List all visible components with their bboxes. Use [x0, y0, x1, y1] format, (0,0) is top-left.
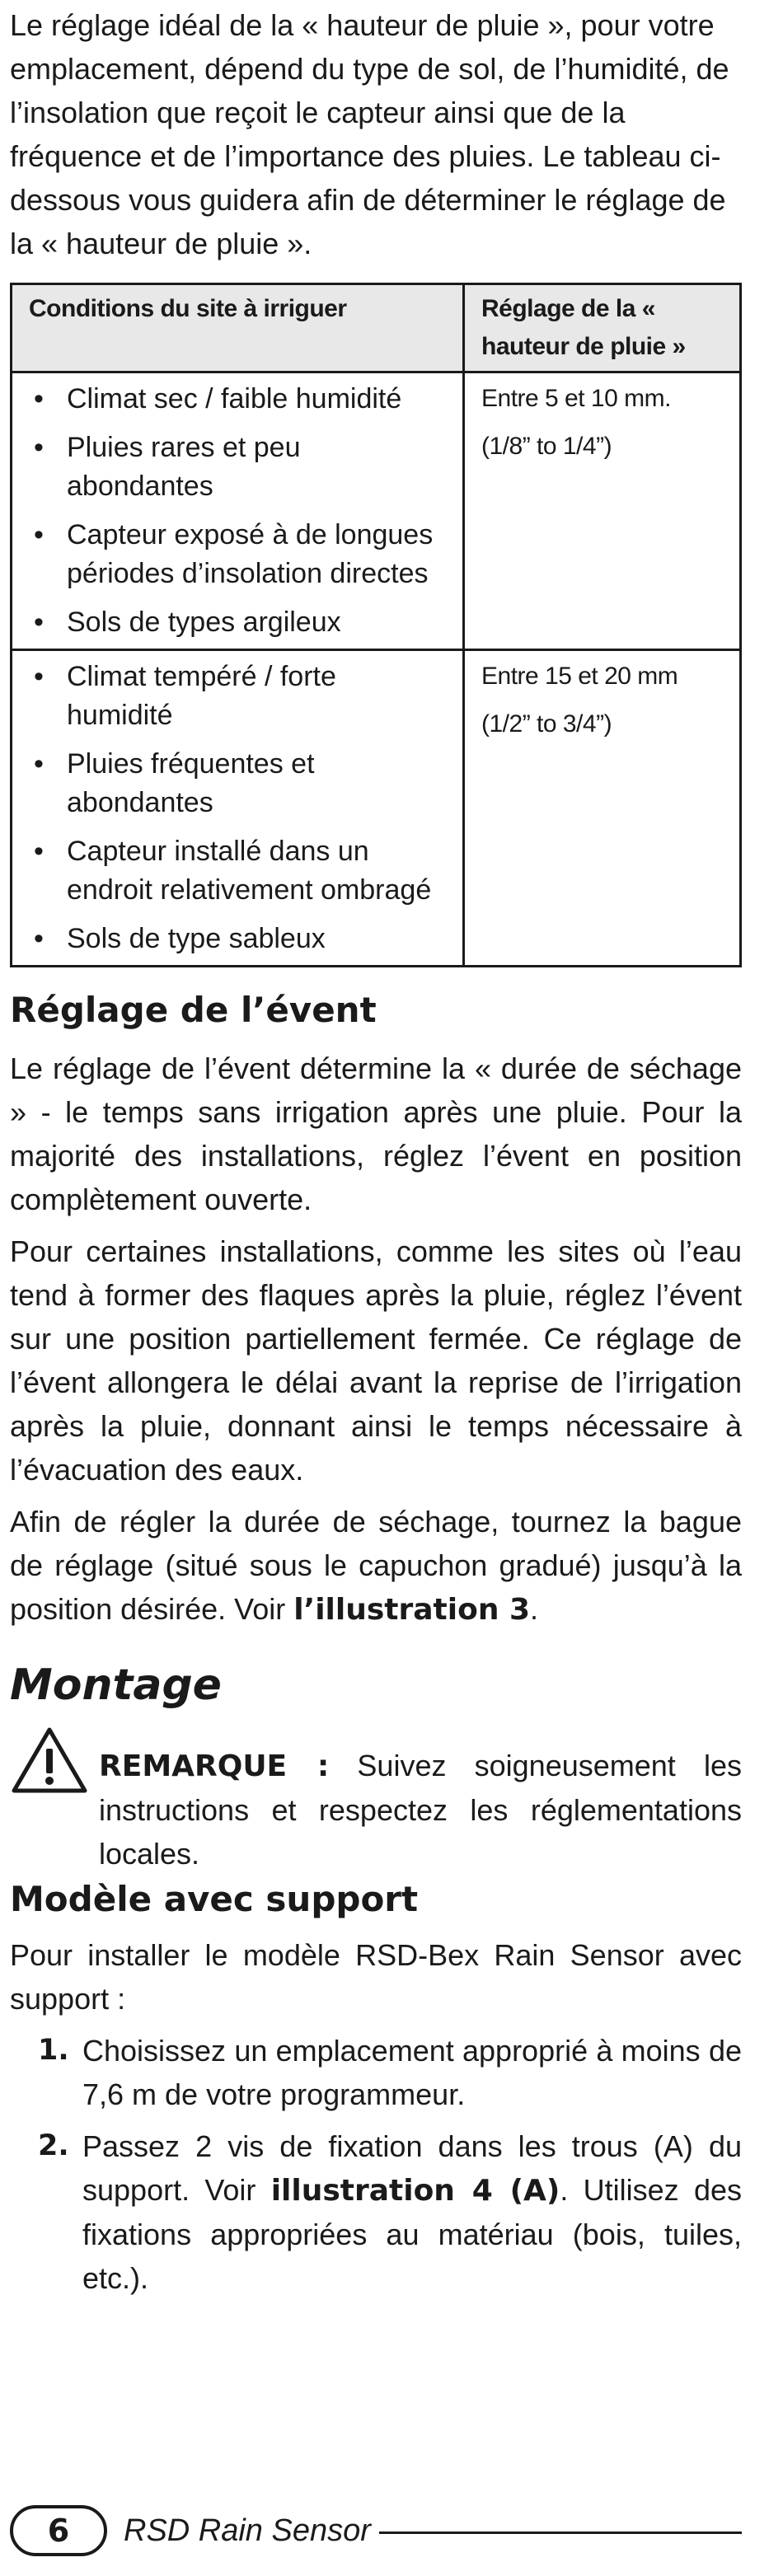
support-section [10, 1933, 742, 2308]
conditions-cell [12, 650, 464, 967]
list-item: • Pluies fréquentes et abondantes [29, 745, 449, 822]
bullet-icon: • [34, 383, 44, 415]
install-steps [10, 2029, 742, 2300]
list-item: • Sols de types argileux [29, 603, 449, 642]
list-item: • Capteur exposé à de longues périodes d’insolation directes [29, 516, 449, 593]
vent-paragraph-3: Afin de régler la durée de séchage, tournez la bague de réglage (situé sous le capuchon gradué) jusqu’à la position désirée. Voir l’illustration 3. [10, 1505, 742, 1627]
bullet-icon: • [34, 661, 44, 692]
support-heading: Modèle avec support [10, 1879, 419, 1919]
footer-rule [379, 2532, 742, 2534]
bullet-icon: • [34, 836, 44, 867]
list-item: • Sols de type sableux [29, 920, 449, 958]
page-footer [10, 2505, 742, 2563]
step-number: 2. [38, 2129, 69, 2162]
table-header-setting: Réglage de la « hauteur de pluie » [464, 284, 741, 372]
list-item: • Capteur installé dans un endroit relativement ombragé [29, 832, 449, 910]
conditions-list [29, 380, 449, 642]
table-row [12, 650, 741, 967]
bullet-icon: • [34, 748, 44, 780]
montage-heading: Montage [10, 1660, 222, 1710]
setting-cell [464, 650, 741, 967]
note-text: REMARQUE : Suivez soigneusement les instructions et respectez les réglementations locales. [99, 1749, 742, 1871]
page-number: 6 [10, 2505, 107, 2556]
illustration-reference: illustration 4 (A) [270, 2174, 560, 2208]
setting-value-inches: (1/2” to 3/4”) [481, 710, 612, 738]
setting-value: Entre 15 et 20 mm [481, 663, 678, 690]
list-item: • Pluies rares et peu abondantes [29, 429, 449, 506]
table-row [12, 372, 741, 650]
table-header-conditions: Conditions du site à irriguer [12, 284, 464, 372]
vent-heading: Réglage de l’évent [10, 990, 377, 1030]
list-item: • Climat sec / faible humidité [29, 380, 449, 419]
bullet-icon: • [34, 432, 44, 463]
warning-icon [10, 1726, 89, 1799]
setting-value-inches: (1/8” to 1/4”) [481, 433, 612, 460]
step-number: 1. [38, 2034, 69, 2067]
note-label: REMARQUE : [99, 1749, 330, 1783]
bullet-icon: • [34, 607, 44, 638]
support-intro: Pour installer le modèle RSD-Bex Rain Sensor avec support : [10, 1938, 742, 2016]
setting-value: Entre 5 et 10 mm. [481, 385, 671, 412]
vent-paragraph-2: Pour certaines installations, comme les sites où l’eau tend à former des flaques après la pluie, réglez l’évent sur une position partiellement fermée. Ce réglage de l’évent allongera le délai avant la reprise de l’irrigation après la pluie, donnant ainsi le temps nécessaire à l’évacuation des eaux. [10, 1234, 742, 1487]
intro-paragraph: Le réglage idéal de la « hauteur de pluie », pour votre emplacement, dépend du type de sol, de l’humidité, de l’insolation que reçoit le capteur ainsi que de la fréquence et de l’importance des pluies. Le tableau ci-dessous vous guidera afin de déterminer le réglage de la « hauteur de pluie ». [10, 8, 729, 260]
vent-section [10, 1047, 742, 1632]
list-item: • Climat tempéré / forte humidité [29, 658, 449, 735]
conditions-list [29, 658, 449, 958]
list-item: 2. Passez 2 vis de fixation dans les trous (A) du support. Voir illustration 4 (A). Utilisez des fixations appropriées au matériau (bois, tuiles, etc.). [10, 2124, 742, 2300]
footer-title: RSD Rain Sensor [124, 2513, 371, 2548]
list-item: 1. Choisissez un emplacement approprié à moins de 7,6 m de votre programmeur. [10, 2029, 742, 2116]
rain-setting-table [10, 283, 742, 967]
table-header-row [12, 284, 741, 372]
bullet-icon: • [34, 923, 44, 954]
bullet-icon: • [34, 519, 44, 550]
conditions-cell [12, 372, 464, 650]
setting-cell [464, 372, 741, 650]
vent-paragraph-1: Le réglage de l’évent détermine la « durée de séchage » - le temps sans irrigation après une pluie. Pour la majorité des installations, réglez l’évent en position complètement ouverte. [10, 1051, 742, 1216]
illustration-reference: l’illustration 3 [293, 1593, 531, 1627]
